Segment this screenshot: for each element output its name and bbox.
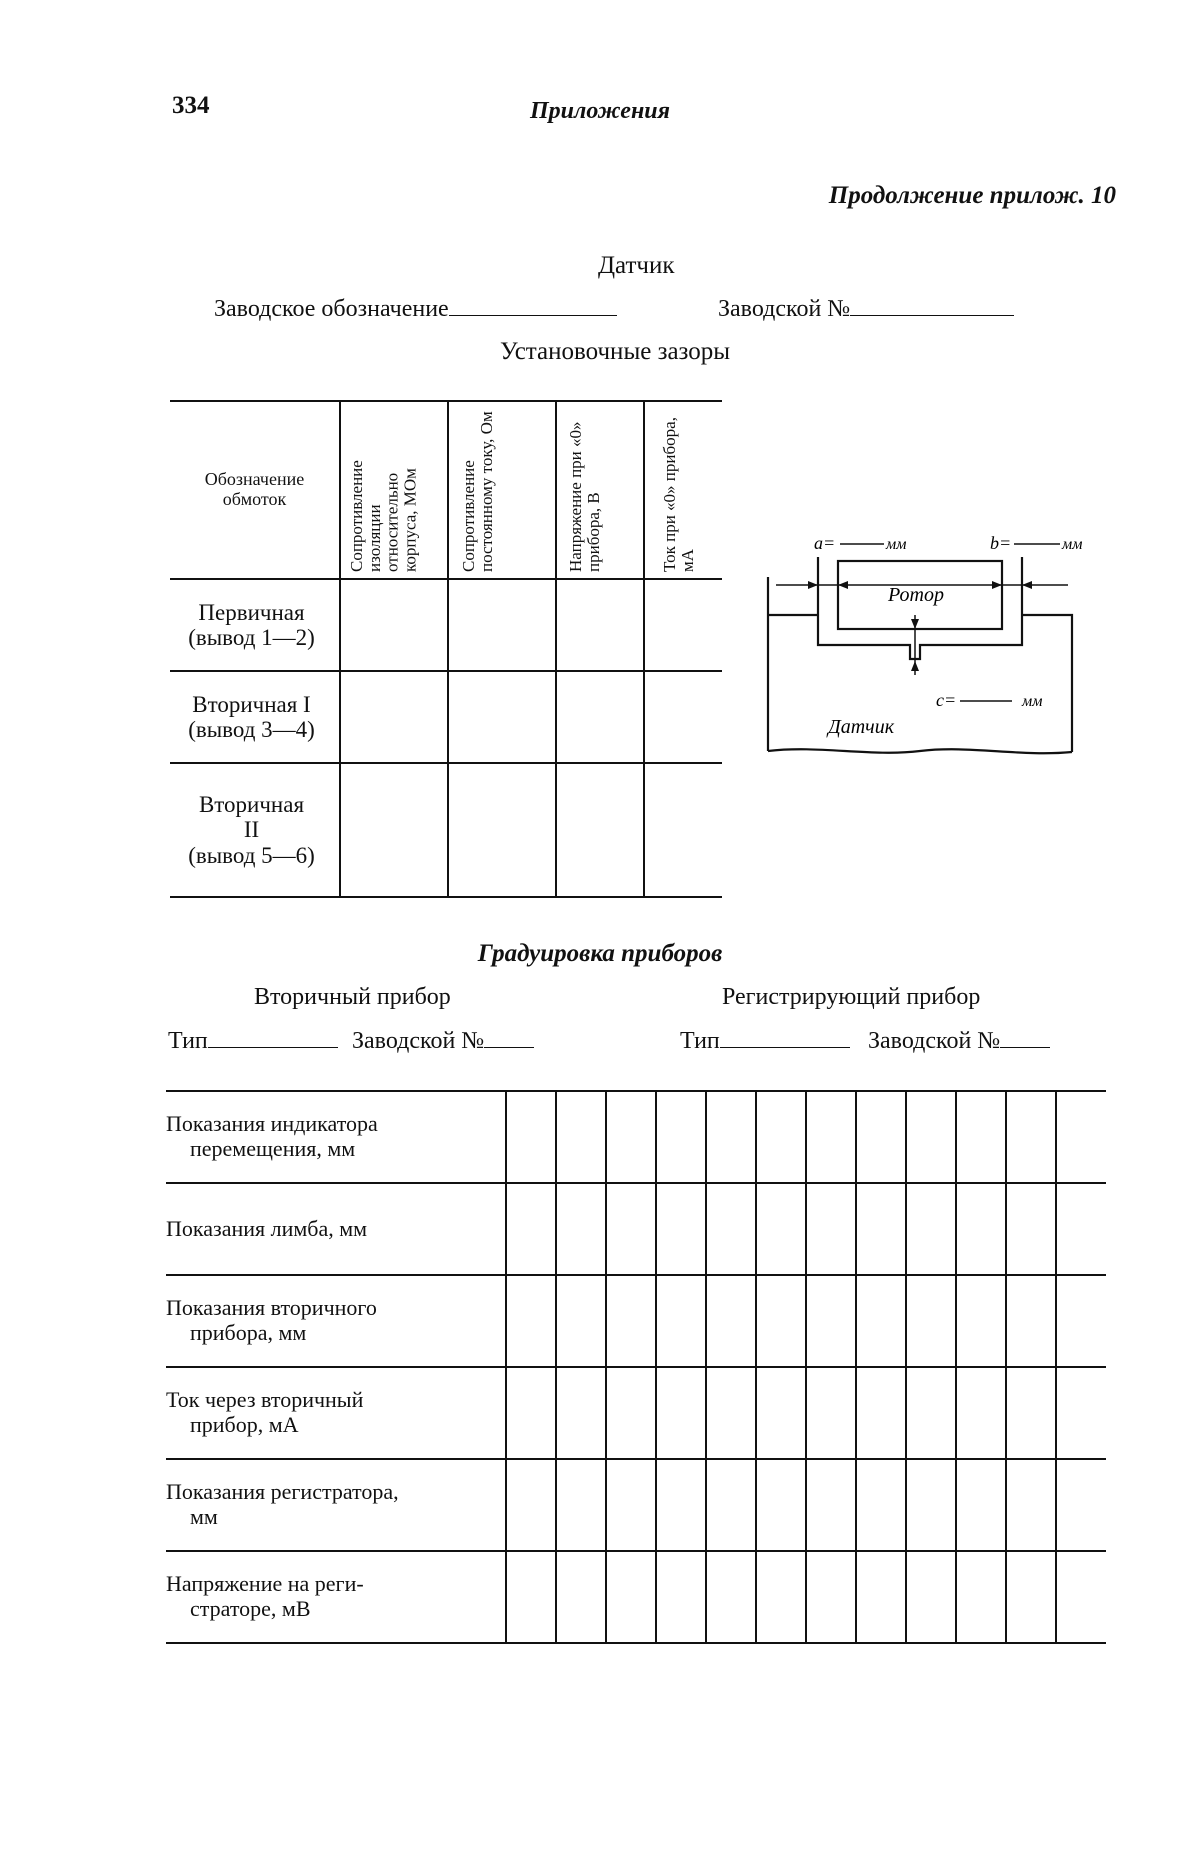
table-cell[interactable] [606, 1091, 656, 1183]
recorder-serial-field[interactable] [868, 1028, 1050, 1055]
table-cell[interactable] [606, 1459, 656, 1551]
table-cell[interactable] [606, 1551, 656, 1643]
table-cell[interactable] [706, 1367, 756, 1459]
table-cell[interactable] [856, 1091, 906, 1183]
page-number: 334 [172, 92, 210, 119]
table-row [170, 579, 722, 671]
windings-header-insulation: Сопротивление изоляции относительно корпуса, МОм [340, 401, 448, 579]
rotor-gap-diagram [760, 525, 1120, 770]
winding-label: Вторичная I (вывод 3—4) [170, 671, 340, 763]
calibration-row-label [166, 1551, 506, 1643]
table-cell[interactable] [656, 1367, 706, 1459]
table-cell[interactable] [756, 1275, 806, 1367]
table-cell[interactable] [656, 1275, 706, 1367]
table-cell[interactable] [956, 1551, 1006, 1643]
row-label-line: прибор, мА [190, 1412, 299, 1437]
table-cell[interactable] [806, 1183, 856, 1275]
table-row [166, 1367, 1106, 1459]
table-cell[interactable] [856, 1275, 906, 1367]
table-cell[interactable] [506, 1367, 556, 1459]
windings-header-current: Ток при «0» прибора, мА [644, 401, 722, 579]
table-cell[interactable] [1056, 1367, 1106, 1459]
factory-designation-blank[interactable] [449, 311, 617, 316]
table-cell[interactable] [506, 1275, 556, 1367]
table-cell[interactable] [706, 1459, 756, 1551]
table-cell[interactable] [340, 671, 448, 763]
table-cell[interactable] [1006, 1275, 1056, 1367]
table-cell[interactable] [1006, 1459, 1056, 1551]
table-cell[interactable] [856, 1367, 906, 1459]
table-cell[interactable] [856, 1459, 906, 1551]
table-cell[interactable] [806, 1459, 856, 1551]
sensor-break-line [768, 749, 1072, 753]
table-cell[interactable] [606, 1367, 656, 1459]
windings-header-voltage: Напряжение при «0» прибора, В [556, 401, 644, 579]
table-cell[interactable] [706, 1551, 756, 1643]
table-cell[interactable] [556, 1091, 606, 1183]
table-cell[interactable] [806, 1091, 856, 1183]
table-cell[interactable] [856, 1183, 906, 1275]
arrow-down-c [911, 661, 919, 671]
table-cell[interactable] [756, 1367, 806, 1459]
row-label-line: мм [190, 1504, 218, 1529]
table-cell[interactable] [1056, 1091, 1106, 1183]
recorder-serial-label: Заводской № [868, 1028, 1001, 1054]
table-cell[interactable] [556, 763, 644, 897]
table-cell[interactable] [756, 1459, 806, 1551]
table-cell[interactable] [806, 1275, 856, 1367]
table-cell[interactable] [956, 1367, 1006, 1459]
factory-designation-field[interactable] [214, 296, 617, 323]
calibration-row-label [166, 1183, 506, 1275]
table-row [170, 671, 722, 763]
table-cell[interactable] [1056, 1551, 1106, 1643]
table-cell[interactable] [556, 1367, 606, 1459]
secondary-serial-field[interactable] [352, 1028, 534, 1055]
calibration-table [166, 1090, 1106, 1644]
row-label-line: Показания вторичного [166, 1295, 377, 1321]
gaps-title: Установочные зазоры [500, 338, 731, 365]
gap-a-unit: мм [886, 536, 907, 553]
table-cell[interactable] [448, 671, 556, 763]
secondary-serial-blank[interactable] [484, 1043, 534, 1048]
table-row [166, 1091, 1106, 1183]
table-cell[interactable] [756, 1091, 806, 1183]
table-row [166, 1459, 1106, 1551]
table-cell[interactable] [556, 1551, 606, 1643]
table-cell[interactable] [806, 1367, 856, 1459]
table-cell[interactable] [706, 1275, 756, 1367]
table-cell[interactable] [556, 1459, 606, 1551]
table-cell[interactable] [340, 763, 448, 897]
gap-b-label: b= [990, 533, 1012, 553]
secondary-serial-label: Заводской № [352, 1028, 485, 1054]
arrow-left-b [992, 581, 1002, 589]
table-cell[interactable] [644, 671, 722, 763]
calibration-title: Градуировка приборов [477, 940, 723, 967]
row-label-line: Показания лимба, мм [166, 1215, 368, 1241]
table-cell[interactable] [1056, 1183, 1106, 1275]
arrow-up-c [911, 619, 919, 629]
gap-c-label: c= [936, 690, 957, 710]
factory-designation-label: Заводское обозначение [214, 296, 449, 322]
calibration-row-label [166, 1275, 506, 1367]
table-cell[interactable] [448, 763, 556, 897]
sensor-serial-label: Заводской № [718, 296, 851, 322]
table-row [166, 1551, 1106, 1643]
arrow-right-b [1022, 581, 1032, 589]
recorder-type-blank[interactable] [720, 1043, 850, 1048]
table-cell[interactable] [606, 1275, 656, 1367]
sensor-serial-blank[interactable] [850, 311, 1014, 316]
sensor-title: Датчик [598, 252, 675, 279]
table-cell[interactable] [756, 1183, 806, 1275]
sensor-diagram-label: Датчик [828, 716, 895, 738]
gap-c-unit: мм [1022, 693, 1043, 710]
sensor-serial-field[interactable] [718, 296, 1014, 323]
winding-label: Первичная (вывод 1—2) [170, 579, 340, 671]
secondary-type-blank[interactable] [208, 1043, 338, 1048]
table-cell[interactable] [856, 1551, 906, 1643]
table-row [166, 1183, 1106, 1275]
table-cell[interactable] [556, 1183, 606, 1275]
table-cell[interactable] [756, 1551, 806, 1643]
table-cell[interactable] [556, 579, 644, 671]
table-cell[interactable] [606, 1183, 656, 1275]
table-cell[interactable] [1006, 1183, 1056, 1275]
table-cell[interactable] [906, 1367, 956, 1459]
table-cell[interactable] [1056, 1275, 1106, 1367]
table-cell[interactable] [1006, 1367, 1056, 1459]
winding-label: Вторичная II (вывод 5—6) [170, 763, 340, 897]
secondary-device-title: Вторичный прибор [254, 984, 451, 1010]
table-cell[interactable] [906, 1275, 956, 1367]
secondary-type-label: Тип [168, 1028, 208, 1054]
table-cell[interactable] [644, 579, 722, 671]
row-label-line: страторе, мВ [190, 1596, 311, 1621]
table-cell[interactable] [956, 1091, 1006, 1183]
row-label-line: Показания регистратора, [166, 1479, 399, 1505]
table-cell[interactable] [656, 1091, 706, 1183]
secondary-type-field[interactable] [168, 1028, 338, 1055]
gap-b-unit: мм [1062, 536, 1083, 553]
table-row [166, 1275, 1106, 1367]
windings-header-dc-resistance: Сопротивление постоянному току, Ом [448, 401, 556, 579]
row-label-line: Ток через вторичный [166, 1387, 364, 1413]
recorder-type-label: Тип [680, 1028, 720, 1054]
table-cell[interactable] [556, 671, 644, 763]
continuation-note: Продолжение прилож. 10 [828, 182, 1116, 209]
table-cell[interactable] [906, 1091, 956, 1183]
table-cell[interactable] [956, 1459, 1006, 1551]
table-cell[interactable] [506, 1459, 556, 1551]
table-cell[interactable] [956, 1275, 1006, 1367]
windings-table [170, 400, 722, 898]
table-cell[interactable] [506, 1091, 556, 1183]
table-cell[interactable] [448, 579, 556, 671]
table-cell[interactable] [644, 763, 722, 897]
row-label-line: прибора, мм [190, 1320, 307, 1345]
table-cell[interactable] [1006, 1091, 1056, 1183]
running-title: Приложения [530, 98, 670, 124]
table-cell[interactable] [706, 1183, 756, 1275]
arrow-right-a [838, 581, 848, 589]
table-cell[interactable] [656, 1551, 706, 1643]
row-label-line: перемещения, мм [190, 1136, 356, 1161]
table-cell[interactable] [506, 1551, 556, 1643]
table-cell[interactable] [656, 1183, 706, 1275]
table-cell[interactable] [906, 1551, 956, 1643]
recorder-type-field[interactable] [680, 1028, 850, 1055]
table-cell[interactable] [906, 1459, 956, 1551]
table-cell[interactable] [556, 1275, 606, 1367]
table-row [170, 763, 722, 897]
table-cell[interactable] [506, 1183, 556, 1275]
calibration-row-label [166, 1091, 506, 1183]
table-cell[interactable] [956, 1183, 1006, 1275]
table-cell[interactable] [656, 1459, 706, 1551]
table-cell[interactable] [1006, 1551, 1056, 1643]
table-cell[interactable] [706, 1091, 756, 1183]
windings-header-designation: Обозначение обмоток [170, 401, 340, 579]
calibration-row-label [166, 1367, 506, 1459]
table-cell[interactable] [906, 1183, 956, 1275]
recorder-serial-blank[interactable] [1000, 1043, 1050, 1048]
row-label-line: Напряжение на реги- [166, 1571, 364, 1597]
recording-device-title: Регистрирующий прибор [722, 984, 981, 1010]
calibration-row-label [166, 1459, 506, 1551]
row-label-line: Показания индикатора [166, 1111, 378, 1137]
arrow-left-a [808, 581, 818, 589]
rotor-label: Ротор [888, 584, 944, 606]
gap-a-label: a= [814, 533, 836, 553]
table-cell[interactable] [1056, 1459, 1106, 1551]
table-cell[interactable] [340, 579, 448, 671]
table-cell[interactable] [806, 1551, 856, 1643]
